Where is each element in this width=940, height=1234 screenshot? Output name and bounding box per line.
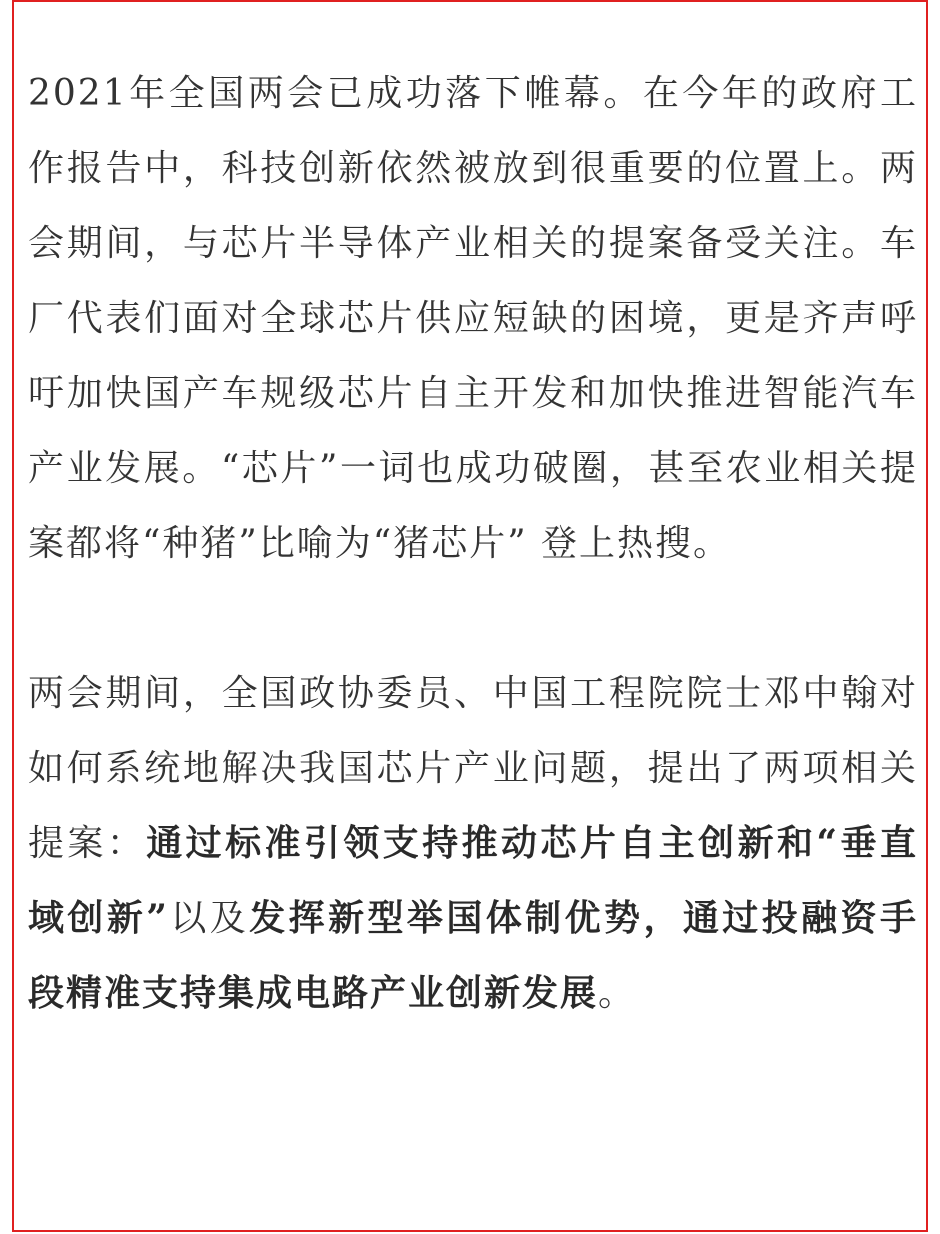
article-frame bbox=[12, 0, 928, 1232]
paragraph-1: 2021年全国两会已成功落下帷幕。在今年的政府工作报告中，科技创新依然被放到很重要的位置上。两会期间，与芯片半导体产业相关的提案备受关注。车厂代表们面对全球芯片供应短缺的困境，更是齐声呼吁加快国产车规级芯片自主开发和加快推进智能汽车产业发展。“芯片”一词也成功破圈，甚至农业相关提案都将“种猪”比喻为“猪芯片” 登上热搜。 bbox=[28, 73, 918, 564]
paragraph-2 bbox=[28, 656, 918, 1031]
proposal-1: 通过标准引领支持推动芯片自主创新和“垂直域创新” bbox=[28, 822, 918, 939]
paragraph-2-end: 。 bbox=[598, 973, 637, 1014]
paragraph-2-connector: 以及 bbox=[168, 898, 250, 939]
article-body bbox=[28, 56, 918, 1031]
proposal-2: 发挥新型举国体制优势，通过投融资手段精准支持集成电路产业创新发展 bbox=[28, 897, 918, 1014]
paragraph-2-intro: 两会期间，全国政协委员、中国工程院院士邓中翰对如何系统地解决我国芯片产业问题，提出了两项相关提案： bbox=[28, 673, 918, 864]
